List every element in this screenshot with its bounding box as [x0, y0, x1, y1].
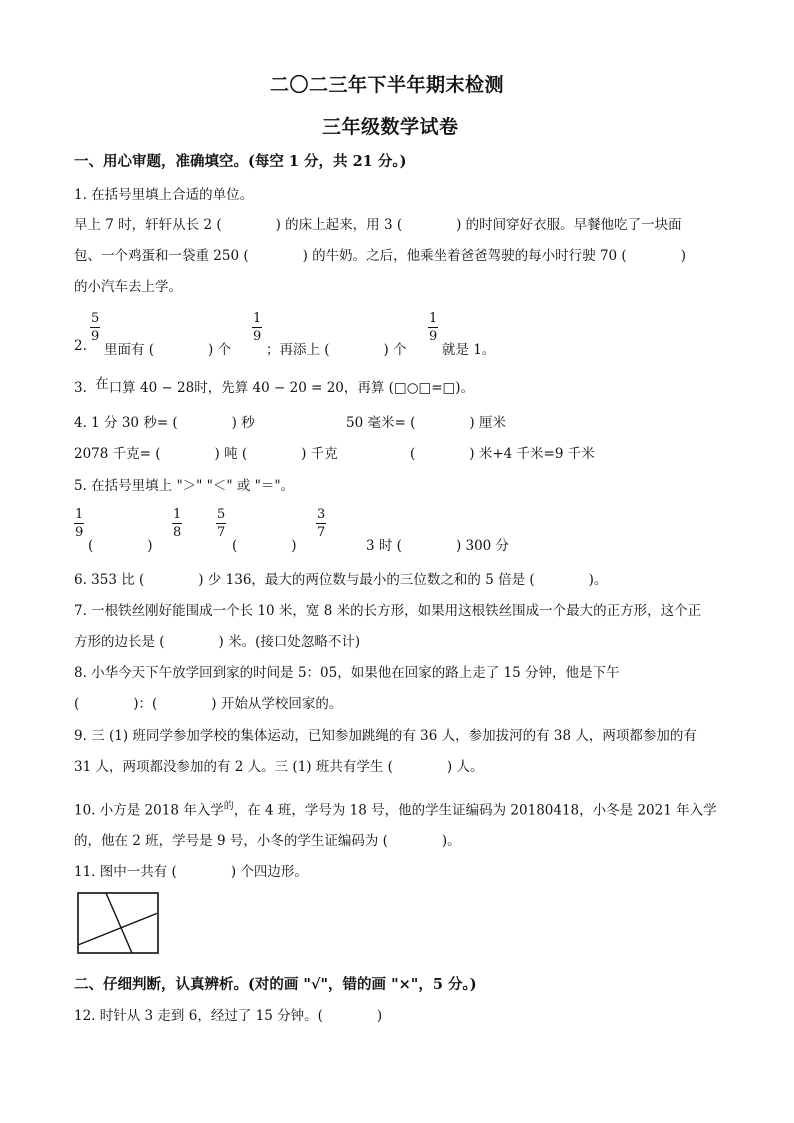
fraction-denominator: 7 [217, 525, 226, 540]
question-8-line-2: ( )：( ) 开始从学校回家的。 [74, 696, 343, 712]
figure-slanted-line-1 [106, 893, 132, 953]
question-3-expression-1: 40 − 28 [139, 380, 195, 396]
question-9-line-1: 9. 三 (1) 班同学参加学校的集体运动，已知参加跳绳的有 36 人，参加拔河的有 38 人，两项都参加的有 [74, 728, 697, 744]
fraction-5-7 [216, 508, 226, 539]
question-10-line-1 [74, 797, 717, 819]
question-1-line-3: 的小汽车去上学。 [74, 279, 182, 295]
fraction-denominator: 9 [75, 525, 84, 540]
fraction-5-9 [90, 312, 100, 343]
question-6: 6. 353 比 ( ) 少 136，最大的两位数与最小的三位数之和的 5 倍是 ( )。 [74, 572, 608, 588]
exam-subtitle: 三年级数学试卷 [322, 116, 459, 138]
fraction-numerator: 1 [253, 311, 262, 326]
question-4-d: ( ) 米+4 千米=9 千米 [410, 446, 595, 462]
question-5-time-comparison: 3 时 ( ) 300 分 [366, 538, 510, 554]
question-7-line-2: 方形的边长是 ( ) 米。(接口处忽略不计) [74, 634, 361, 650]
question-2-text-2: ；再添上 ( ) 个 [266, 342, 407, 358]
question-4-b: 50 毫米= ( ) 厘米 [346, 415, 506, 431]
fraction-numerator: 5 [91, 311, 100, 326]
question-10-text-b: ，在 4 班，学号为 18 号，他的学生证编码为 20180418，小冬是 2021 年入学 [233, 802, 717, 819]
quadrilateral-figure [76, 891, 160, 955]
figure-outer-rectangle [78, 893, 158, 953]
fraction-numerator: 1 [75, 507, 84, 522]
fraction-numerator: 1 [429, 311, 438, 326]
comparison-blank-1: ( ) [88, 538, 153, 554]
question-12: 12. 时针从 3 走到 6，经过了 15 分钟。( ) [74, 1008, 383, 1024]
question-10-text-a: 10. 小方是 2018 年入学 [74, 802, 224, 819]
section-1-heading: 一、用心审题，准确填空。(每空 1 分，共 21 分。) [74, 153, 407, 170]
question-3-label: 3. [74, 380, 87, 396]
fraction-1-9-b [428, 312, 438, 343]
question-1-line-2: 包、一个鸡蛋和一袋重 250 ( ) 的牛奶。之后，他乘坐着爸爸驾驶的每小时行驶 70 ( ) [74, 248, 686, 264]
question-8-line-1: 8. 小华今天下午放学回到家的时间是 5：05，如果他在回家的路上走了 15 分钟，他是下午 [74, 665, 620, 681]
fraction-numerator: 1 [173, 507, 182, 522]
question-4-a: 4. 1 分 30 秒= ( ) 秒 [74, 415, 255, 431]
question-7-line-1: 7. 一根铁丝刚好能围成一个长 10 米，宽 8 米的长方形，如果用这根铁丝围成一个最大的正方形，这个正 [74, 603, 702, 619]
question-2-text-3: 就是 1。 [442, 342, 496, 358]
fraction-denominator: 8 [173, 525, 182, 540]
question-3-text-2: 口算 [108, 380, 136, 396]
question-1-line-1: 早上 7 时，轩轩从长 2 ( ) 的床上起来，用 3 ( ) 的时间穿好衣服。早餐他吃了一块面 [74, 217, 682, 233]
fraction-denominator: 9 [253, 329, 262, 344]
question-9-line-2: 31 人，两项都没参加的有 2 人。三 (1) 班共有学生 ( ) 人。 [74, 759, 484, 775]
fraction-3-7 [316, 508, 326, 539]
question-3-expression-2: 40 − 20 = 20 [252, 380, 344, 396]
exam-title: 二〇二三年下半年期末检测 [270, 74, 505, 96]
fraction-1-8 [172, 508, 182, 539]
question-3-text-4: ，再算 (□○□=□)。 [343, 380, 475, 396]
question-10-line-2: 的，他在 2 班，学号是 9 号，小冬的学生证编码为 ( )。 [74, 833, 461, 849]
question-3-text-1: 在 [95, 376, 109, 392]
question-1-stem: 1. 在括号里填上合适的单位。 [74, 187, 254, 203]
question-2-label: 2. [74, 338, 87, 354]
fraction-numerator: 3 [317, 507, 326, 522]
fraction-denominator: 9 [91, 329, 100, 344]
question-4-c: 2078 千克= ( ) 吨 ( ) 千克 [74, 446, 338, 462]
question-3-text-3: 时，先算 [194, 380, 249, 396]
question-3 [74, 376, 474, 396]
fraction-denominator: 7 [317, 525, 326, 540]
figure-slanted-line-2 [78, 913, 158, 945]
question-5-stem: 5. 在括号里填上 "＞" "＜" 或 "＝"。 [74, 478, 295, 494]
fraction-numerator: 5 [217, 507, 226, 522]
question-11: 11. 图中一共有 ( ) 个四边形。 [74, 864, 308, 880]
question-2-text-1: 里面有 ( ) 个 [104, 342, 232, 358]
comparison-blank-2: ( ) [232, 538, 297, 554]
fraction-denominator: 9 [429, 329, 438, 344]
fraction-1-9-a [252, 312, 262, 343]
section-2-heading: 二、仔细判断，认真辨析。(对的画 "√"，错的画 "×"，5 分。) [74, 976, 477, 993]
fraction-1-9 [74, 508, 84, 539]
question-10-superscript: 的 [223, 801, 234, 812]
